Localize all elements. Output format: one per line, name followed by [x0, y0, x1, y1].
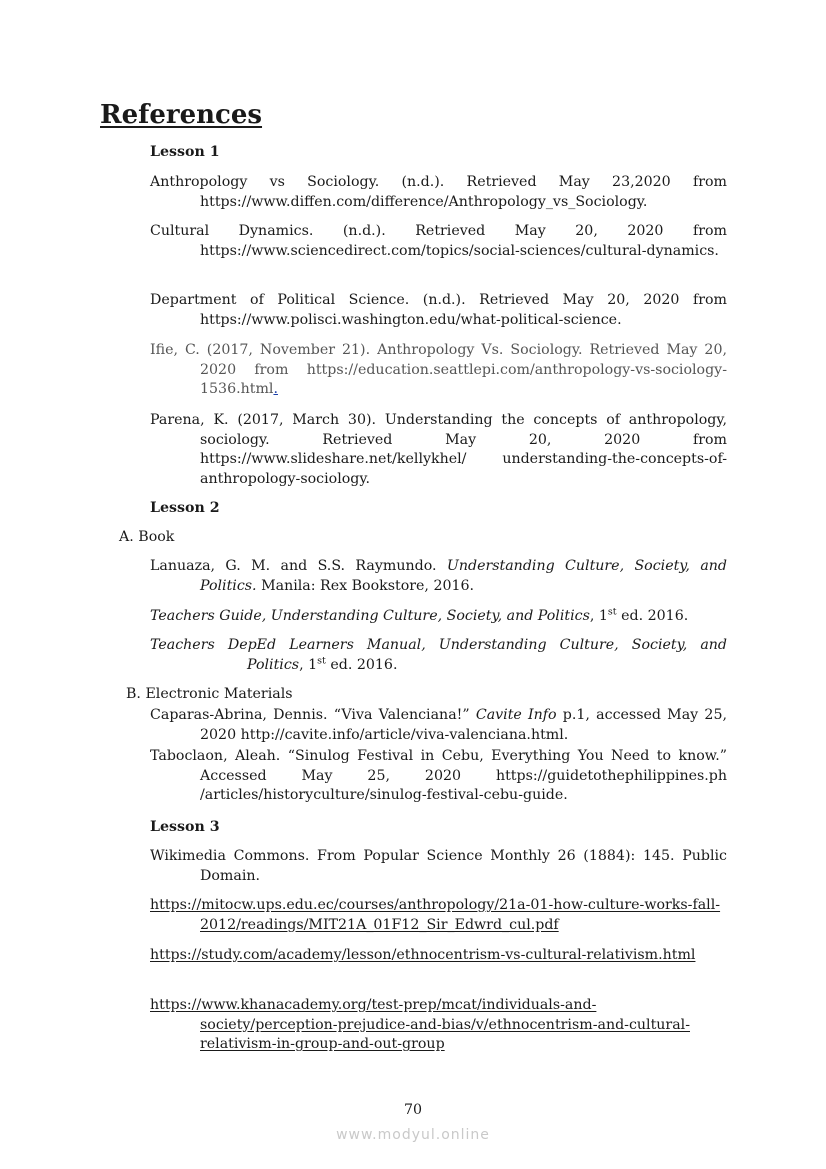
lesson-1-heading: Lesson 1	[150, 144, 220, 160]
reference-teachers-guide	[150, 607, 727, 627]
lesson-3-heading: Lesson 3	[150, 819, 220, 835]
reference-cultural-dynamics: Cultural Dynamics. (n.d.). Retrieved May 20, 2020 from https://www.sciencedirect.com/topics/social-sciences/cultural-dynamics.	[150, 223, 727, 259]
book3-title: Teachers DepEd Learners Manual, Understanding Culture, Society, and Politics	[150, 637, 727, 673]
e1-source: Cavite Info	[475, 707, 557, 723]
book3-edition-num: 1	[308, 656, 318, 673]
reference-link-study-com[interactable]: https://study.com/academy/lesson/ethnocentrism-vs-cultural-relativism.html	[150, 947, 696, 963]
reference-parena: Parena, K. (2017, March 30). Understanding the concepts of anthropology, sociology. Retrieved May 20, 2020 from https://www.slideshare.net/kellykhel/ understanding-the-concepts-of-anthropology-sociology.	[150, 412, 727, 487]
section-a-book: A. Book	[119, 529, 175, 545]
book1-title: Understanding Culture, Society, and Politics.	[200, 558, 727, 594]
book1-publisher: Manila: Rex Bookstore, 2016.	[261, 577, 475, 594]
book3-sep: ,	[299, 656, 309, 673]
e1-before: Caparas-Abrina, Dennis. “Viva Valenciana!”	[150, 707, 476, 723]
reference-ifie-link-dot[interactable]: .	[273, 381, 278, 398]
book3-edition-rest: ed. 2016.	[325, 656, 398, 673]
section-b-electronic: B. Electronic Materials	[126, 686, 293, 702]
book1-authors: Lanuaza, G. M. and S.S. Raymundo.	[150, 558, 437, 574]
reference-caparas-abrina	[150, 706, 727, 745]
watermark: www.modyul.online	[336, 1127, 490, 1143]
book2-edition-rest: ed. 2016.	[616, 608, 689, 624]
reference-ifie-text: Ifie, C. (2017, November 21). Anthropology Vs. Sociology. Retrieved May 20, 2020 from https://education.seattlepi.com/anthropology-vs-sociology-1536.html	[150, 342, 727, 398]
page-title: References	[100, 100, 263, 130]
reference-ifie	[150, 341, 727, 400]
book2-edition-sup: st	[607, 606, 617, 618]
book2-title: Teachers Guide, Understanding Culture, Society, and Politics	[150, 608, 590, 624]
reference-link-mit-ocw[interactable]: https://mitocw.ups.edu.ec/courses/anthropology/21a-01-how-culture-works-fall-2012/readings/MIT21A_01F12_Sir_Edwrd_cul.pdf	[150, 897, 721, 933]
reference-link-khan-academy[interactable]: https://www.khanacademy.org/test-prep/mcat/individuals-and-society/perception-prejudice-and-bias/v/ethnocentrism-and-cultural-relativism-in-group-and-out-group	[150, 997, 690, 1053]
book3-edition-sup: st	[317, 654, 326, 666]
reference-anthropology-vs-sociology: Anthropology vs Sociology. (n.d.). Retrieved May 23,2020 from https://www.diffen.com/difference/Anthropology_vs_Sociology.	[150, 174, 727, 210]
reference-teachers-manual	[150, 636, 727, 675]
reference-wikimedia: Wikimedia Commons. From Popular Science Monthly 26 (1884): 145. Public Domain.	[150, 848, 727, 884]
reference-lanuaza-book	[150, 557, 727, 596]
reference-political-science: Department of Political Science. (n.d.). Retrieved May 20, 2020 from https://www.polisci.washington.edu/what-political-science.	[150, 292, 727, 328]
e1-after: p.1, accessed May 25, 2020 http://cavite.info/article/viva-valenciana.html.	[200, 707, 727, 743]
book2-sep: ,	[589, 608, 599, 624]
book2-edition-num: 1	[598, 608, 608, 624]
reference-taboclaon: Taboclaon, Aleah. “Sinulog Festival in Cebu, Everything You Need to know.” Accessed May 25, 2020 https://guidetothephilippines.ph /articles/historyculture/sinulog-festival-cebu-guide.	[150, 748, 727, 804]
lesson-2-heading: Lesson 2	[150, 500, 220, 516]
page-number: 70	[403, 1102, 423, 1118]
